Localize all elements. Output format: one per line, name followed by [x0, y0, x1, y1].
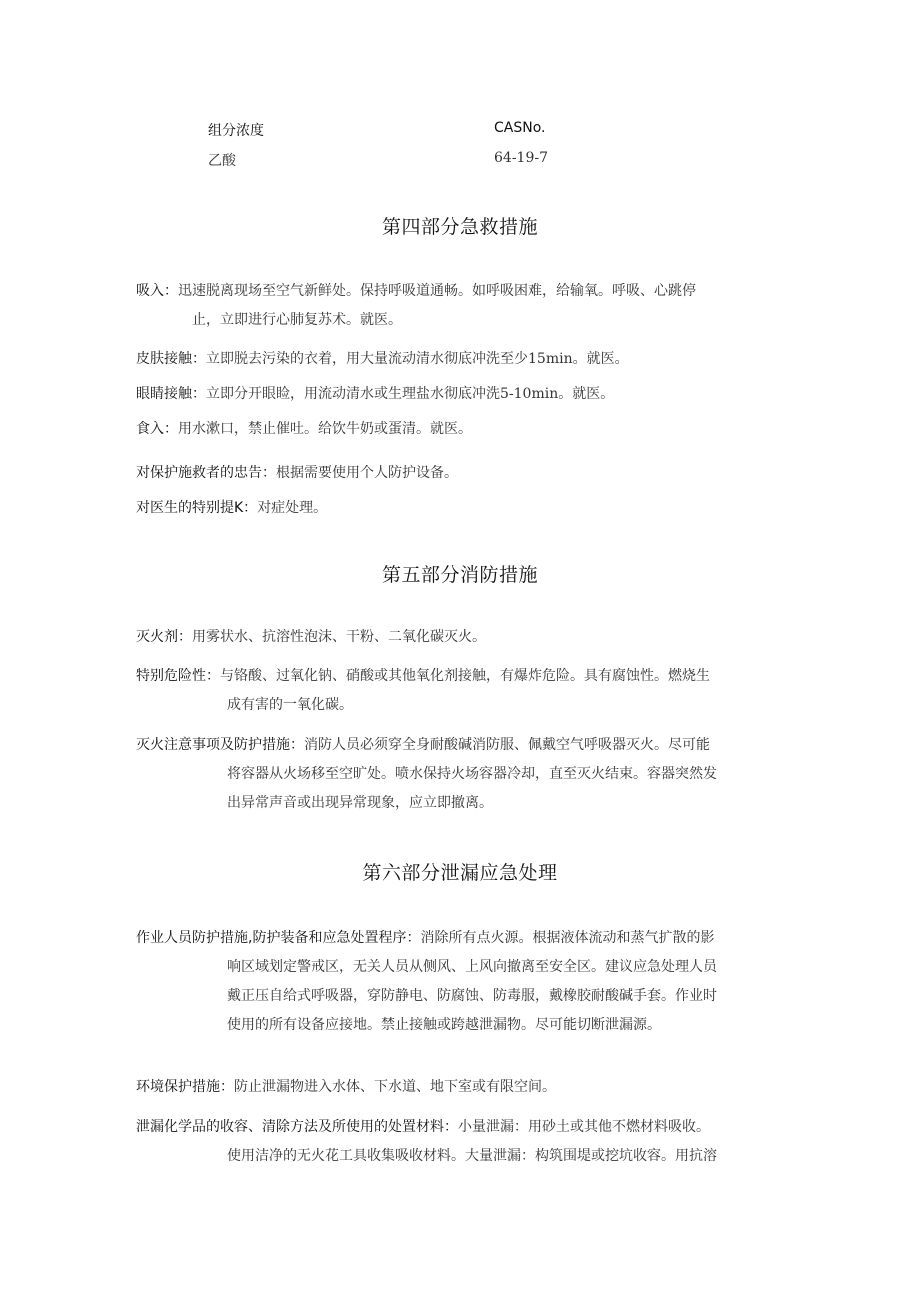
- entry-personnel-protection: [136, 924, 717, 1040]
- section-title-accidental-release: 第六部分泄漏应急处理: [362, 862, 558, 884]
- entry-text: 立即脱去污染的衣着，用大量流动清水彻底冲洗至少15min。就医。: [206, 351, 629, 367]
- entry-label: 吸入：: [136, 283, 178, 299]
- entry-eye-contact: [136, 380, 614, 409]
- entry-firefighting-precautions: [136, 731, 717, 818]
- entry-label: 对医生的特别提K：: [136, 500, 258, 516]
- entry-text: 用雾状水、抗溶性泡沫、干粉、二氧化碳灭火。: [192, 629, 486, 645]
- entry-label: 灭火注意事项及防护措施：: [136, 737, 304, 753]
- entry-text: 戴正压自给式呼吸器，穿防静电、防腐蚀、防毒服，戴橡胶耐酸碱手套。作业时: [227, 988, 717, 1004]
- cas-number-cell: 64-19-7: [494, 150, 548, 166]
- entry-text: 将容器从火场移至空旷处。喷水保持火场容器冷却，直至灭火结束。容器突然发: [227, 766, 717, 782]
- entry-label: 对保护施救者的忠告：: [136, 465, 276, 481]
- entry-text: 防止泄漏物进入水体、下水道、地下室或有限空间。: [234, 1079, 556, 1095]
- entry-rescuer-advice: [136, 459, 458, 488]
- entry-label: 食入：: [136, 421, 178, 437]
- entry-environmental-precautions: [136, 1073, 556, 1102]
- entry-containment-cleanup: [136, 1113, 717, 1171]
- entry-text: 迅速脱离现场至空气新鲜处。保持呼吸道通畅。如呼吸困难，给输氧。呼吸、心跳停: [178, 283, 696, 299]
- entry-doctor-note: [136, 494, 327, 523]
- entry-ingestion: [136, 415, 472, 444]
- entry-inhalation: [136, 277, 696, 335]
- entry-label: 作业人员防护措施,防护装备和应急处置程序：: [136, 930, 421, 946]
- entry-label: 特别危险性：: [136, 668, 220, 684]
- component-header: 组分浓度: [208, 123, 264, 139]
- component-name-cell: 乙酸: [208, 153, 236, 169]
- entry-label: 灭火剂：: [136, 629, 192, 645]
- entry-text: 响区域划定警戒区，无关人员从侧风、上风向撤离至安全区。建议应急处理人员: [227, 959, 717, 975]
- entry-label: 眼睛接触：: [136, 386, 206, 402]
- entry-label: 环境保护措施：: [136, 1079, 234, 1095]
- entry-text: 根据需要使用个人防护设备。: [276, 465, 458, 481]
- entry-text: 小量泄漏：用砂土或其他不燃材料吸收。: [458, 1119, 710, 1135]
- section-title-fire-fighting: 第五部分消防措施: [381, 564, 538, 586]
- entry-text: 用水漱口，禁止催吐。给饮牛奶或蛋清。就医。: [178, 421, 472, 437]
- entry-text: 立即分开眼睑，用流动清水或生理盐水彻底冲洗5-10min。就医。: [206, 386, 615, 402]
- entry-text: 使用洁净的无火花工具收集吸收材料。大量泄漏：构筑围堤或挖坑收容。用抗溶: [227, 1148, 717, 1164]
- entry-label: 泄漏化学品的收容、清除方法及所使用的处置材料：: [136, 1119, 458, 1135]
- entry-text: 对症处理。: [257, 500, 328, 516]
- entry-text: 止，立即进行心肺复苏术。就医。: [192, 312, 402, 328]
- entry-text: 消防人员必须穿全身耐酸碱消防服、佩戴空气呼吸器灭火。尽可能: [304, 737, 710, 753]
- entry-extinguishing-agent: [136, 623, 486, 652]
- entry-skin-contact: [136, 345, 629, 374]
- entry-label: 皮肤接触：: [136, 351, 206, 367]
- section-title-first-aid: 第四部分急救措施: [381, 216, 538, 238]
- entry-text: 成有害的一氧化碳。: [227, 697, 353, 713]
- entry-special-hazards: [136, 662, 710, 720]
- entry-text: 出异常声音或出现异常现象，应立即撤离。: [227, 795, 493, 811]
- entry-text: 使用的所有设备应接地。禁止接触或跨越泄漏物。尽可能切断泄漏源。: [227, 1017, 661, 1033]
- cas-number-header: CASNo.: [494, 120, 546, 136]
- entry-text: 消除所有点火源。根据液体流动和蒸气扩散的影: [420, 930, 715, 946]
- entry-text: 与铬酸、过氧化钠、硝酸或其他氧化剂接触，有爆炸危险。具有腐蚀性。燃烧生: [220, 668, 710, 684]
